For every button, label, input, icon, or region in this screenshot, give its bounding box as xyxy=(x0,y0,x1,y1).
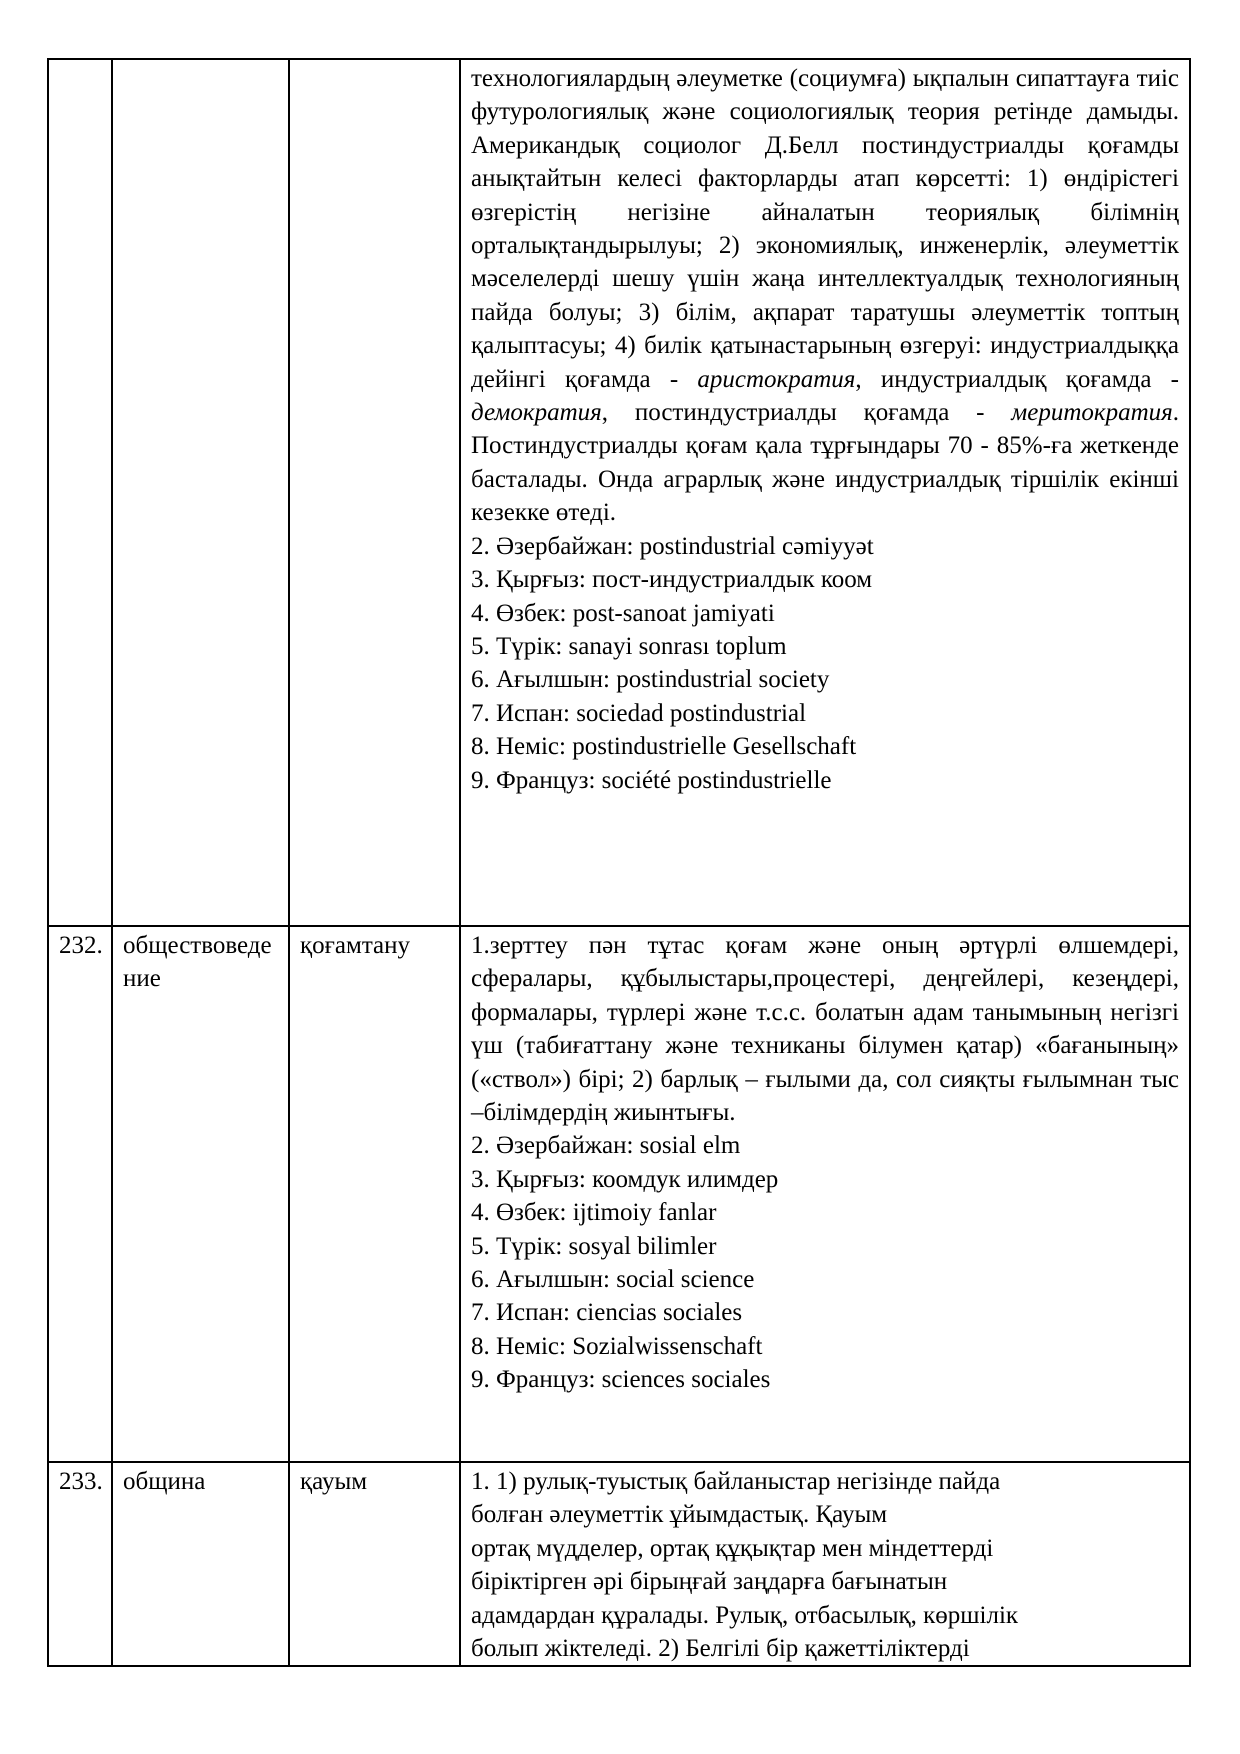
term-russian: община xyxy=(112,1462,289,1666)
translation-item: 4. Өзбек: post-sanoat jamiyati xyxy=(471,599,775,627)
definition-text xyxy=(471,62,1179,530)
glossary-table xyxy=(47,58,1191,1667)
definition-part: технологиялардың әлеуметке (социумға) ықпалын сипаттауға тиіс футурологиялық және социологиялық теория ретінде дамыды. Американдық социолог Д.Белл постиндустриалды қоғамды анықтайтын келесі факторларды атап көрсетті: 1) өндірістегі өзгерістің негізіне айналатын теориялық білімнің орталықтандырылуы; 2) экономиялық, инженерлік, әлеуметтік мәселелерді шешу үшін жаңа интеллектуалдық технологияның пайда болуы; 3) білім, ақпарат таратушы әлеуметтік топтың қалыптасуы; 4) билік қатынастарының өзгеруі: индустриалдыққа дейінгі қоғамда - xyxy=(471,65,1179,393)
definition-text xyxy=(471,1465,1179,1665)
translations-list xyxy=(471,1129,1179,1396)
definition-italic-term: демократия xyxy=(471,399,602,427)
term-kazakh: қауым xyxy=(289,1462,460,1666)
translation-item: 2. Әзербайжан: postindustrial cəmiyyət xyxy=(471,532,874,560)
definition-cell xyxy=(460,59,1190,926)
translation-item: 8. Неміс: postindustrielle Gesellschaft xyxy=(471,733,857,761)
table-row xyxy=(48,926,1190,1462)
term-russian xyxy=(112,926,289,1462)
translation-item: 3. Қырғыз: пост-индустриалдык коом xyxy=(471,566,873,594)
definition-line: болып жіктеледі. 2) Белгілі бір қажеттіліктерді xyxy=(471,1635,970,1663)
entry-number: 232. xyxy=(48,926,112,1462)
translation-item: 8. Неміс: Sozialwissenschaft xyxy=(471,1332,763,1360)
definition-cell xyxy=(460,1462,1190,1666)
term-kazakh: қоғамтану xyxy=(289,926,460,1462)
definition-part: . Постиндустриалды қоғам қала тұрғындары 70 - 85%-ға жеткенде басталады. Онда аграрлық және индустриалдық тіршілік екінші кезекке өтеді. xyxy=(471,399,1179,527)
translation-item: 9. Француз: société postindustrielle xyxy=(471,766,832,794)
definition-line: ортақ мүдделер, ортақ құқықтар мен міндеттерді xyxy=(471,1534,994,1562)
definition-line: болған әлеуметтік ұйымдастық. Қауым xyxy=(471,1501,888,1529)
table-row xyxy=(48,59,1190,926)
translation-item: 4. Өзбек: ijtimoiy fanlar xyxy=(471,1199,717,1227)
translations-list xyxy=(471,530,1179,797)
definition-line: адамдардан құралады. Рулық, отбасылық, көршілік xyxy=(471,1601,1019,1629)
definition-cell xyxy=(460,926,1190,1462)
term-russian-text: обществоведение xyxy=(123,932,272,993)
entry-number xyxy=(48,59,112,926)
translation-item: 6. Ағылшын: postindustrial society xyxy=(471,666,830,694)
translation-item: 2. Әзербайжан: sosial elm xyxy=(471,1132,741,1160)
definition-text: 1.зерттеу пән тұтас қоғам және оның әртүрлі өлшемдері, сфералары, құбылыстары,процестері, деңгейлері, кезеңдері, формалары, түрлері және т.с.с. болатын адам танымының негізгі үш (табиғаттану және техниканы білумен қатар) «бағанының» («ствол») бірі; 2) барлық – ғылыми да, сол сияқты ғылымнан тыс –білімдердің жиынтығы. xyxy=(471,932,1179,1127)
translation-item: 7. Испан: ciencias sociales xyxy=(471,1299,743,1327)
definition-italic-term: аристократия xyxy=(697,365,856,393)
definition-part: , индустриалдық қоғамда - xyxy=(855,365,1179,393)
translation-item: 5. Түрік: sosyal bilimler xyxy=(471,1232,717,1260)
translation-item: 5. Түрік: sanayi sonrası toplum xyxy=(471,632,787,660)
entry-number: 233. xyxy=(48,1462,112,1666)
translation-item: 7. Испан: sociedad postindustrial xyxy=(471,699,807,727)
definition-line: 1. 1) рулық-туыстық байланыстар негізінде пайда xyxy=(471,1468,1001,1495)
term-russian xyxy=(112,59,289,926)
translation-item: 3. Қырғыз: коомдук илимдер xyxy=(471,1165,779,1193)
term-kazakh xyxy=(289,59,460,926)
translation-item: 9. Француз: sciences sociales xyxy=(471,1366,771,1394)
table-row xyxy=(48,1462,1190,1666)
definition-line: біріктірген әрі бірыңғай заңдарға бағынатын xyxy=(471,1568,948,1596)
definition-italic-term: меритократия xyxy=(1011,399,1173,427)
definition-part: , постиндустриалды қоғамда - xyxy=(601,399,1012,427)
translation-item: 6. Ағылшын: social science xyxy=(471,1266,755,1294)
